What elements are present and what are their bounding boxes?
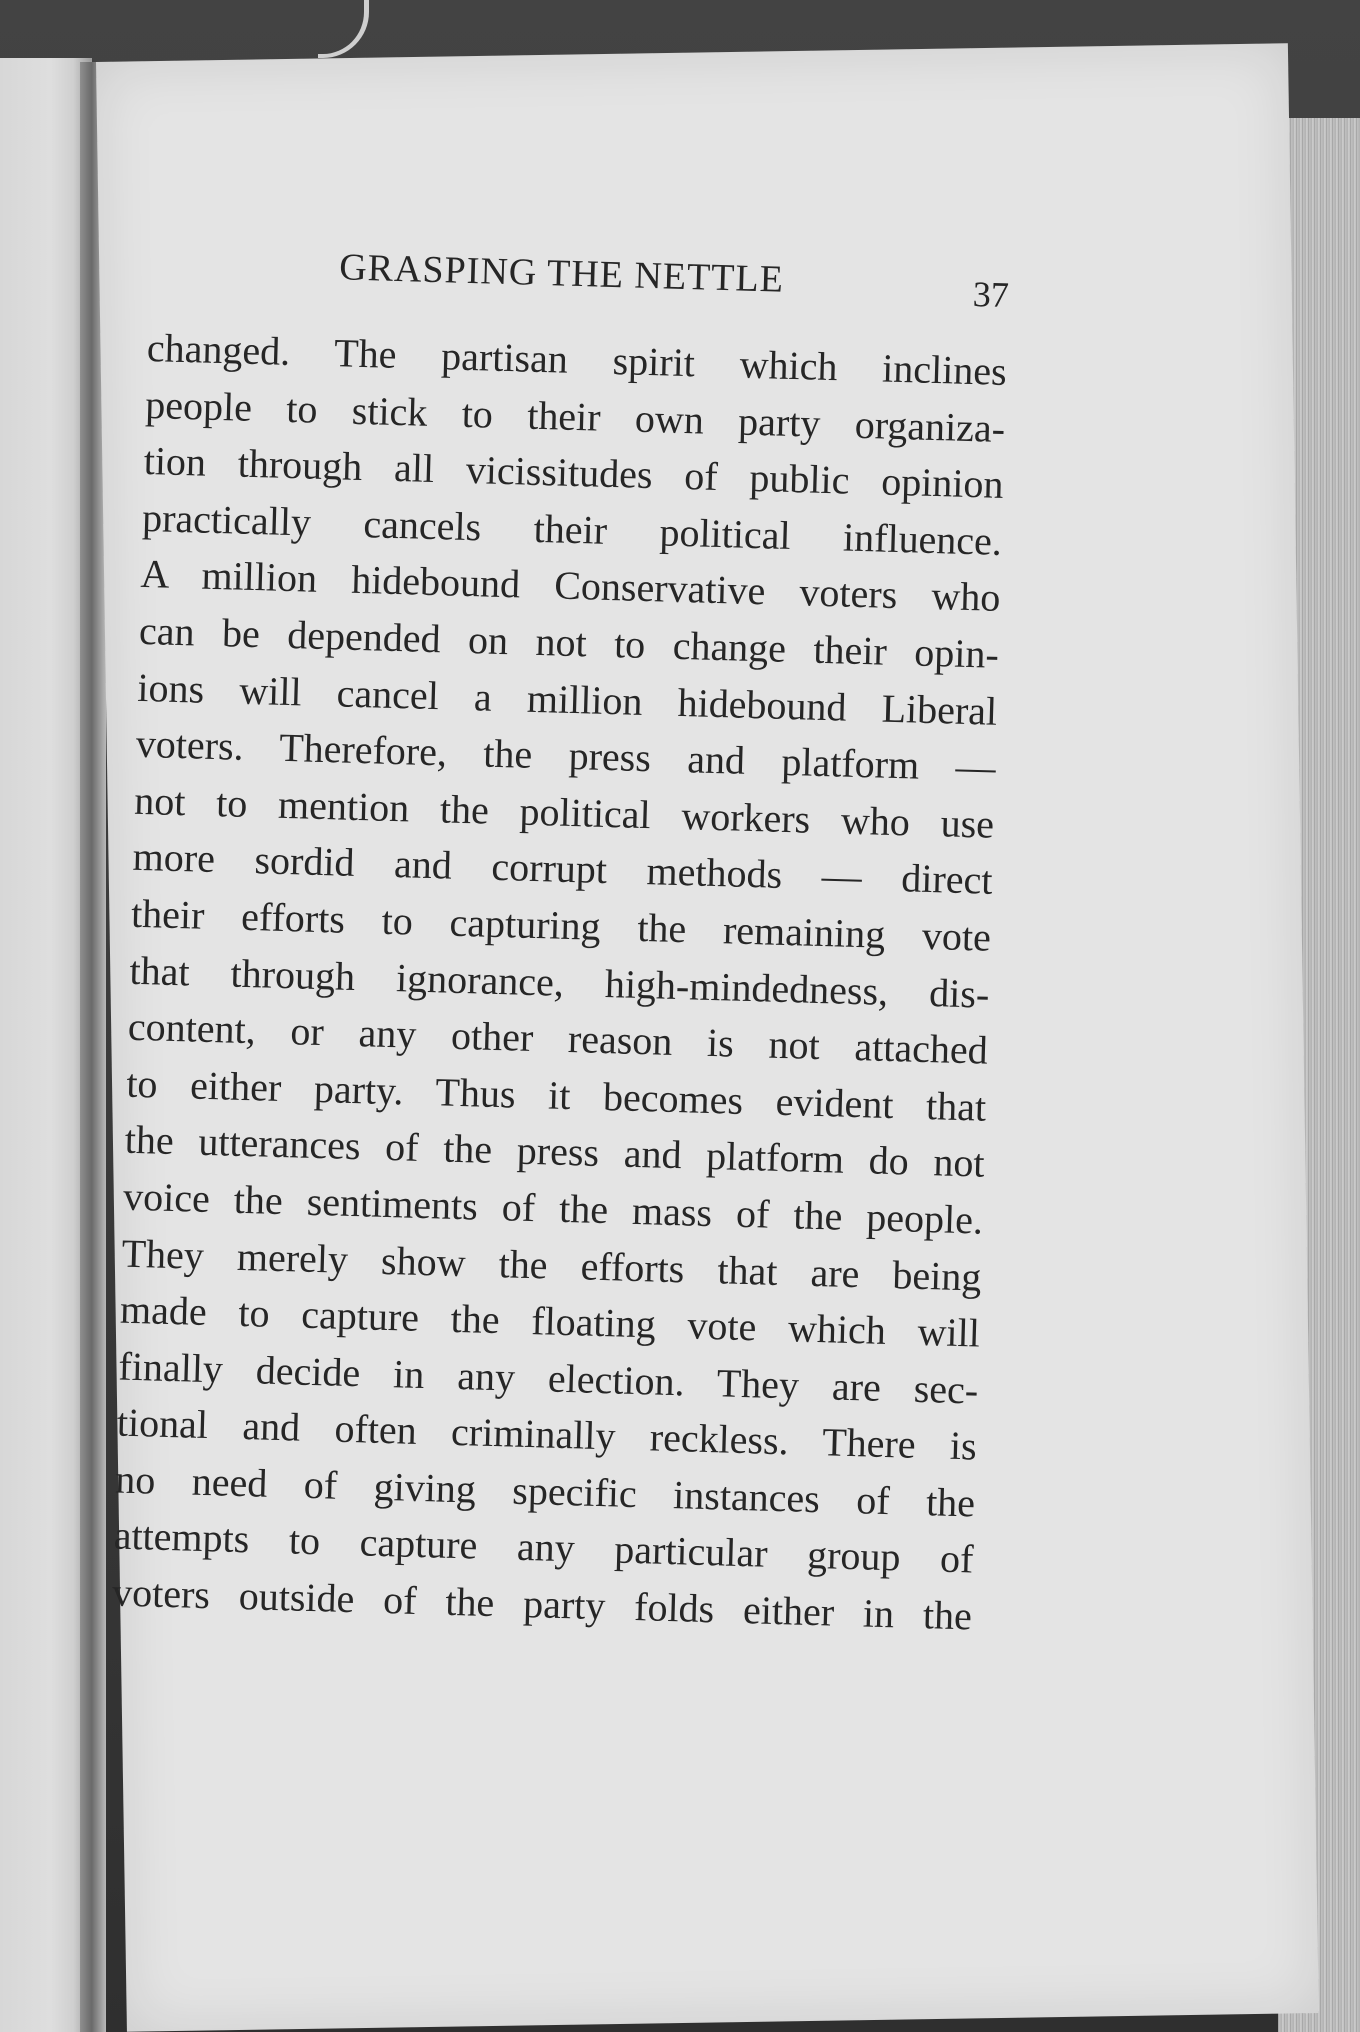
- text-line: voters outside of the party folds either in the: [111, 1569, 973, 1639]
- page-number: 37: [972, 274, 1010, 315]
- body-text: [111, 320, 1007, 1645]
- text-line: made to capture the floating vote which will: [119, 1286, 981, 1356]
- text-line: content, or any other reason is not attached: [127, 1003, 989, 1073]
- text-line: ions will cancel a million hidebound Liberal: [136, 664, 998, 734]
- text-line: no need of giving specific instances of the: [114, 1456, 976, 1526]
- text-line: tion through all vicissitudes of public opinion: [143, 438, 1005, 508]
- text-line: that through ignorance, high-mindedness, dis-: [128, 947, 990, 1017]
- text-line: to either party. Thus it becomes evident that: [125, 1060, 987, 1130]
- text-line: more sordid and corrupt methods — direct: [132, 834, 994, 904]
- text-line: They merely show the efforts that are being: [121, 1230, 983, 1300]
- page-curl: [318, 0, 369, 58]
- text-line: voters. Therefore, the press and platform —: [135, 720, 997, 790]
- text-line: their efforts to capturing the remaining vote: [130, 890, 992, 960]
- text-line: practically cancels their political influence.: [141, 494, 1003, 564]
- text-line: changed. The partisan spirit which inclines: [146, 324, 1008, 394]
- chapter-title: GRASPING THE NETTLE: [338, 246, 785, 301]
- text-line: can be depended on not to change their opin-: [138, 607, 1000, 677]
- left-page: [0, 58, 92, 2032]
- text-line: A million hidebound Conservative voters who: [140, 551, 1001, 621]
- text-line: people to stick to their own party organiza-: [144, 381, 1006, 451]
- page-content: [111, 240, 1009, 1645]
- text-line: voice the sentiments of the mass of the people.: [122, 1173, 984, 1243]
- text-line: tional and often criminally reckless. There is: [116, 1399, 978, 1469]
- text-line: not to mention the political workers who use: [133, 777, 995, 847]
- text-line: attempts to capture any particular group of: [113, 1512, 975, 1582]
- text-line: finally decide in any election. They are sec-: [117, 1343, 979, 1413]
- text-line: the utterances of the press and platform do not: [124, 1116, 986, 1186]
